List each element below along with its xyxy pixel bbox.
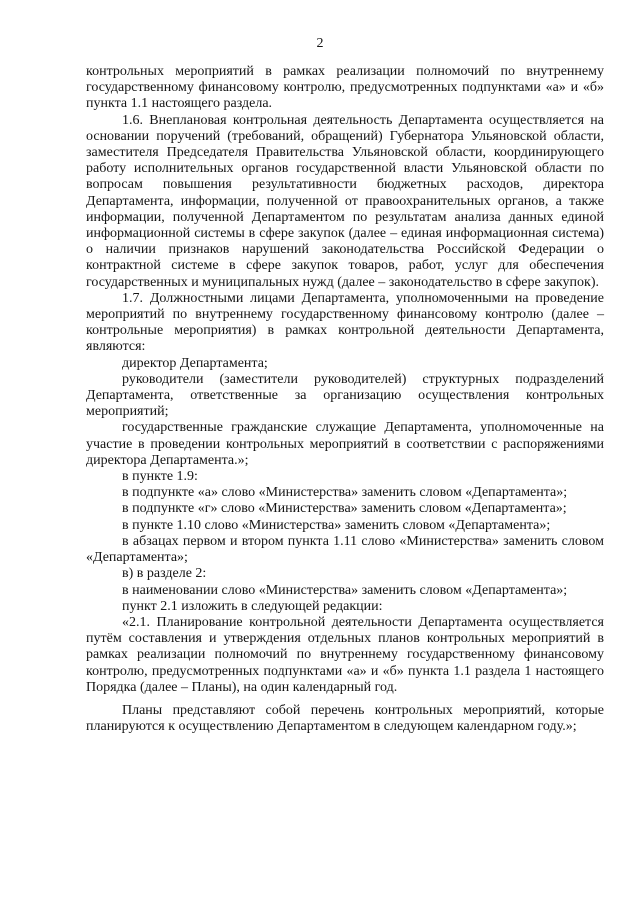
paragraph-plans: Планы представляют собой перечень контрольных мероприятий, которые планируются к осуществлению Департаментом в следующем календарном году.»; [86,702,604,735]
paragraph-1-7: 1.7. Должностными лицами Департамента, уполномоченными на проведение мероприятий по внутреннему государственному финансовому контролю (далее – контрольные мероприятия) в рамках контрольной деятельности Департамента, являются: [86,290,604,355]
paragraph-director: директор Департамента; [122,355,268,371]
paragraph-point-2-1: пункт 2.1 изложить в следующей редакции: [122,598,383,614]
paragraph-unit-heads: руководители (заместители руководителей) структурных подразделений Департамента, ответственные за организацию осуществления контрольных мероприятий; [86,371,604,420]
document-body [86,64,604,735]
paragraph-subpoint-g: в подпункте «г» слово «Министерства» заменить словом «Департамента»; [122,501,567,517]
paragraph-point-1-10: в пункте 1.10 слово «Министерства» заменить словом «Департамента»; [122,517,551,533]
paragraph-civil-servants: государственные гражданские служащие Департамента, уполномоченные на участие в проведении контрольных мероприятий в соответствии с распоряжениями директора Департамента.»; [86,420,604,468]
paragraph-title-change: в наименовании слово «Министерства» заменить словом «Департамента»; [122,582,568,598]
paragraph-2-1-text: «2.1. Планирование контрольной деятельности Департамента осуществляется путём составления и утверждения отдельных планов контрольных мероприятий в рамках реализации полномочий по внутреннему государственному финансовому контролю, предусмотренных подпунктами «а» и «б» пункта 1.1 раздела 1 настоящего Порядка (далее – Планы), на один календарный год. [86,614,604,695]
paragraph-subpoint-a: в подпункте «а» слово «Министерства» заменить словом «Департамента»; [122,485,568,501]
paragraph-point-1-11: в абзацах первом и втором пункта 1.11 слово «Министерства» заменить словом «Департамента»; [86,533,604,566]
paragraph-point-1-9: в пункте 1.9: [122,469,198,485]
paragraph-1-6: 1.6. Внеплановая контрольная деятельность Департамента осуществляется на основании поручений (требований, обращений) Губернатора Ульяновской области, заместителя Председателя Правительства Ульяновской области, координирующего работу исполнительных органов государственной власти Ульяновской области по вопросам повышения результативности бюджетных расходов, директора Департамента, информации, полученной от правоохранительных органов, а также информации, полученной Департаментом по результатам анализа данных единой информационной системы в сфере закупок (далее – единая информационная система) о наличии признаков нарушений законодательства Российской Федерации о контрактной системе в сфере закупок товаров, работ, услуг для обеспечения государственных и муниципальных нужд (далее – законодательство в сфере закупок). [86,112,604,290]
paragraph-continuation: контрольных мероприятий в рамках реализации полномочий по внутреннему государственному финансовому контролю, предусмотренных подпунктами «а» и «б» пункта 1.1 настоящего раздела. [86,64,604,112]
page-number: 2 [316,36,324,51]
paragraph-section-2: в) в разделе 2: [122,566,207,582]
